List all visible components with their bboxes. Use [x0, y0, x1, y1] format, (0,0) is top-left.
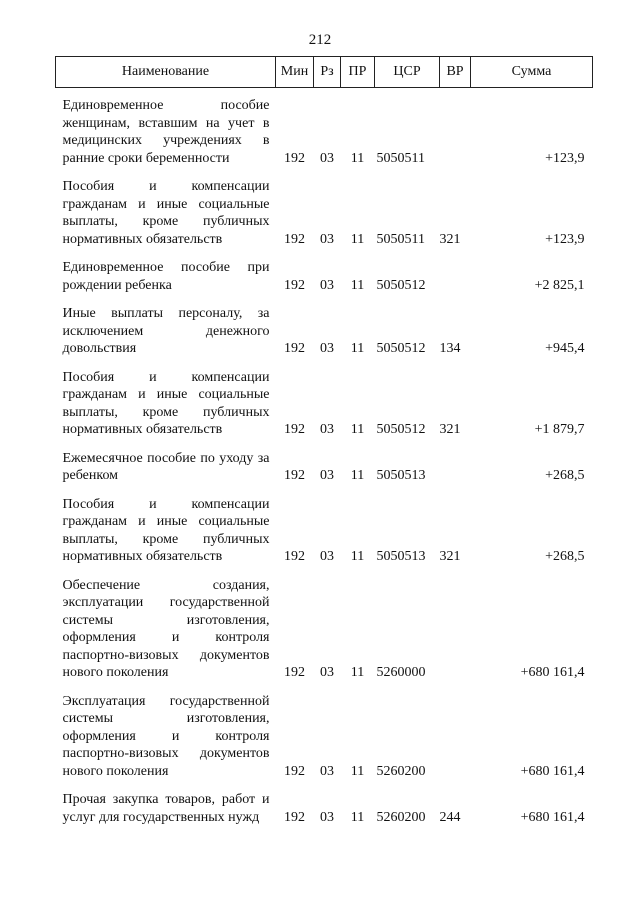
row-pr: 11 — [350, 277, 365, 293]
row-vr: 134 — [439, 341, 461, 356]
row-min: 192 — [284, 468, 305, 483]
row-rz: 03 — [320, 809, 334, 825]
row-vr — [440, 88, 471, 170]
row-vr — [440, 250, 471, 296]
row-vr: 321 — [439, 549, 461, 564]
table-header — [56, 57, 593, 88]
table-row — [56, 684, 593, 783]
row-pr: 11 — [350, 468, 365, 483]
row-name — [56, 360, 276, 441]
row-vr — [440, 441, 471, 487]
row-rz: 03 — [320, 763, 334, 779]
table-row — [56, 487, 593, 568]
row-min: 192 — [284, 422, 305, 437]
row-min: 192 — [284, 231, 305, 247]
row-sum: +2 825,1 — [534, 277, 585, 293]
row-pr: 11 — [350, 422, 365, 437]
row-rz: 03 — [320, 231, 334, 247]
row-rz: 03 — [320, 341, 334, 356]
table-row — [56, 169, 593, 250]
budget-table — [55, 56, 593, 828]
row-csr: 5050511 — [376, 231, 425, 247]
table-body — [56, 88, 593, 829]
row-min: 192 — [284, 150, 305, 166]
row-vr — [440, 568, 471, 684]
row-pr: 11 — [350, 231, 365, 247]
header-pr: ПР — [341, 57, 375, 88]
row-vr: 321 — [439, 231, 461, 247]
row-name-text: Пособия и компенсации гражданам и иные социальные выплаты, кроме публичных нормативных обязательств — [62, 179, 270, 247]
row-name — [56, 684, 276, 783]
table-row — [56, 296, 593, 360]
row-pr: 11 — [350, 763, 365, 779]
row-vr: 244 — [439, 809, 461, 825]
row-sum: +268,5 — [545, 549, 585, 564]
row-csr: 5050513 — [376, 468, 426, 483]
header-rz: Рз — [314, 57, 341, 88]
row-sum: +680 161,4 — [520, 665, 585, 680]
row-min: 192 — [284, 763, 305, 779]
row-name-text: Ежемесячное пособие по уходу за ребенком — [62, 450, 270, 483]
row-csr: 5050512 — [376, 277, 426, 293]
row-sum: +268,5 — [545, 468, 585, 483]
row-pr: 11 — [350, 150, 365, 166]
row-csr: 5260000 — [376, 665, 426, 680]
table-row — [56, 782, 593, 828]
row-sum: +1 879,7 — [534, 422, 585, 437]
row-rz: 03 — [320, 665, 334, 680]
row-pr: 11 — [350, 809, 365, 825]
row-name-text: Обеспечение создания, эксплуатации государственной системы изготовления, оформления и контроля паспортно-визовых документов нового поколения — [62, 577, 270, 680]
header-sum: Сумма — [471, 57, 593, 88]
row-name — [56, 250, 276, 296]
table-row — [56, 360, 593, 441]
row-csr: 5050511 — [376, 150, 425, 166]
row-min: 192 — [284, 665, 305, 680]
header-name: Наименование — [56, 57, 276, 88]
row-csr: 5050512 — [376, 341, 426, 356]
row-name — [56, 487, 276, 568]
row-rz: 03 — [320, 549, 334, 564]
row-min: 192 — [284, 341, 305, 356]
row-name-text: Пособия и компенсации гражданам и иные социальные выплаты, кроме публичных нормативных обязательств — [62, 369, 270, 437]
row-min: 192 — [284, 277, 305, 293]
row-name-text: Единовременное пособие при рождении ребенка — [62, 260, 270, 293]
row-name — [56, 88, 276, 170]
row-name — [56, 296, 276, 360]
row-name — [56, 441, 276, 487]
table-row — [56, 441, 593, 487]
row-name-text: Прочая закупка товаров, работ и услуг для государственных нужд — [62, 792, 270, 825]
header-csr: ЦСР — [375, 57, 440, 88]
table-row — [56, 568, 593, 684]
row-name — [56, 568, 276, 684]
row-csr: 5050512 — [376, 422, 426, 437]
row-sum: +123,9 — [545, 150, 585, 166]
row-rz: 03 — [320, 150, 334, 166]
row-min: 192 — [284, 549, 305, 564]
row-rz: 03 — [320, 422, 334, 437]
row-csr: 5050513 — [376, 549, 426, 564]
row-vr: 321 — [439, 422, 461, 437]
page-number: 212 — [308, 32, 332, 48]
header-min: Мин — [276, 57, 314, 88]
row-name-text: Иные выплаты персоналу, за исключением денежного довольствия — [62, 306, 270, 356]
row-name-text: Единовременное пособие женщинам, вставшим на учет в медицинских учреждениях в ранние сроки беременности — [62, 98, 270, 166]
row-name-text: Пособия и компенсации гражданам и иные социальные выплаты, кроме публичных нормативных обязательств — [62, 496, 270, 564]
header-row — [56, 57, 593, 88]
row-sum: +123,9 — [545, 231, 585, 247]
row-sum: +945,4 — [545, 341, 585, 356]
row-pr: 11 — [350, 341, 365, 356]
row-min: 192 — [284, 809, 305, 825]
table-row — [56, 88, 593, 170]
row-sum: +680 161,4 — [520, 763, 585, 779]
row-name — [56, 169, 276, 250]
row-rz: 03 — [320, 277, 334, 293]
row-sum: +680 161,4 — [520, 809, 585, 825]
row-csr: 5260200 — [376, 809, 426, 825]
table-row — [56, 250, 593, 296]
row-pr: 11 — [350, 549, 365, 564]
row-vr — [440, 684, 471, 783]
row-pr: 11 — [350, 665, 365, 680]
header-vr: ВР — [440, 57, 471, 88]
row-csr: 5260200 — [376, 763, 426, 779]
row-name — [56, 782, 276, 828]
row-rz: 03 — [320, 468, 334, 483]
row-name-text: Эксплуатация государственной системы изготовления, оформления и контроля паспортно-визовых документов нового поколения — [62, 693, 270, 779]
